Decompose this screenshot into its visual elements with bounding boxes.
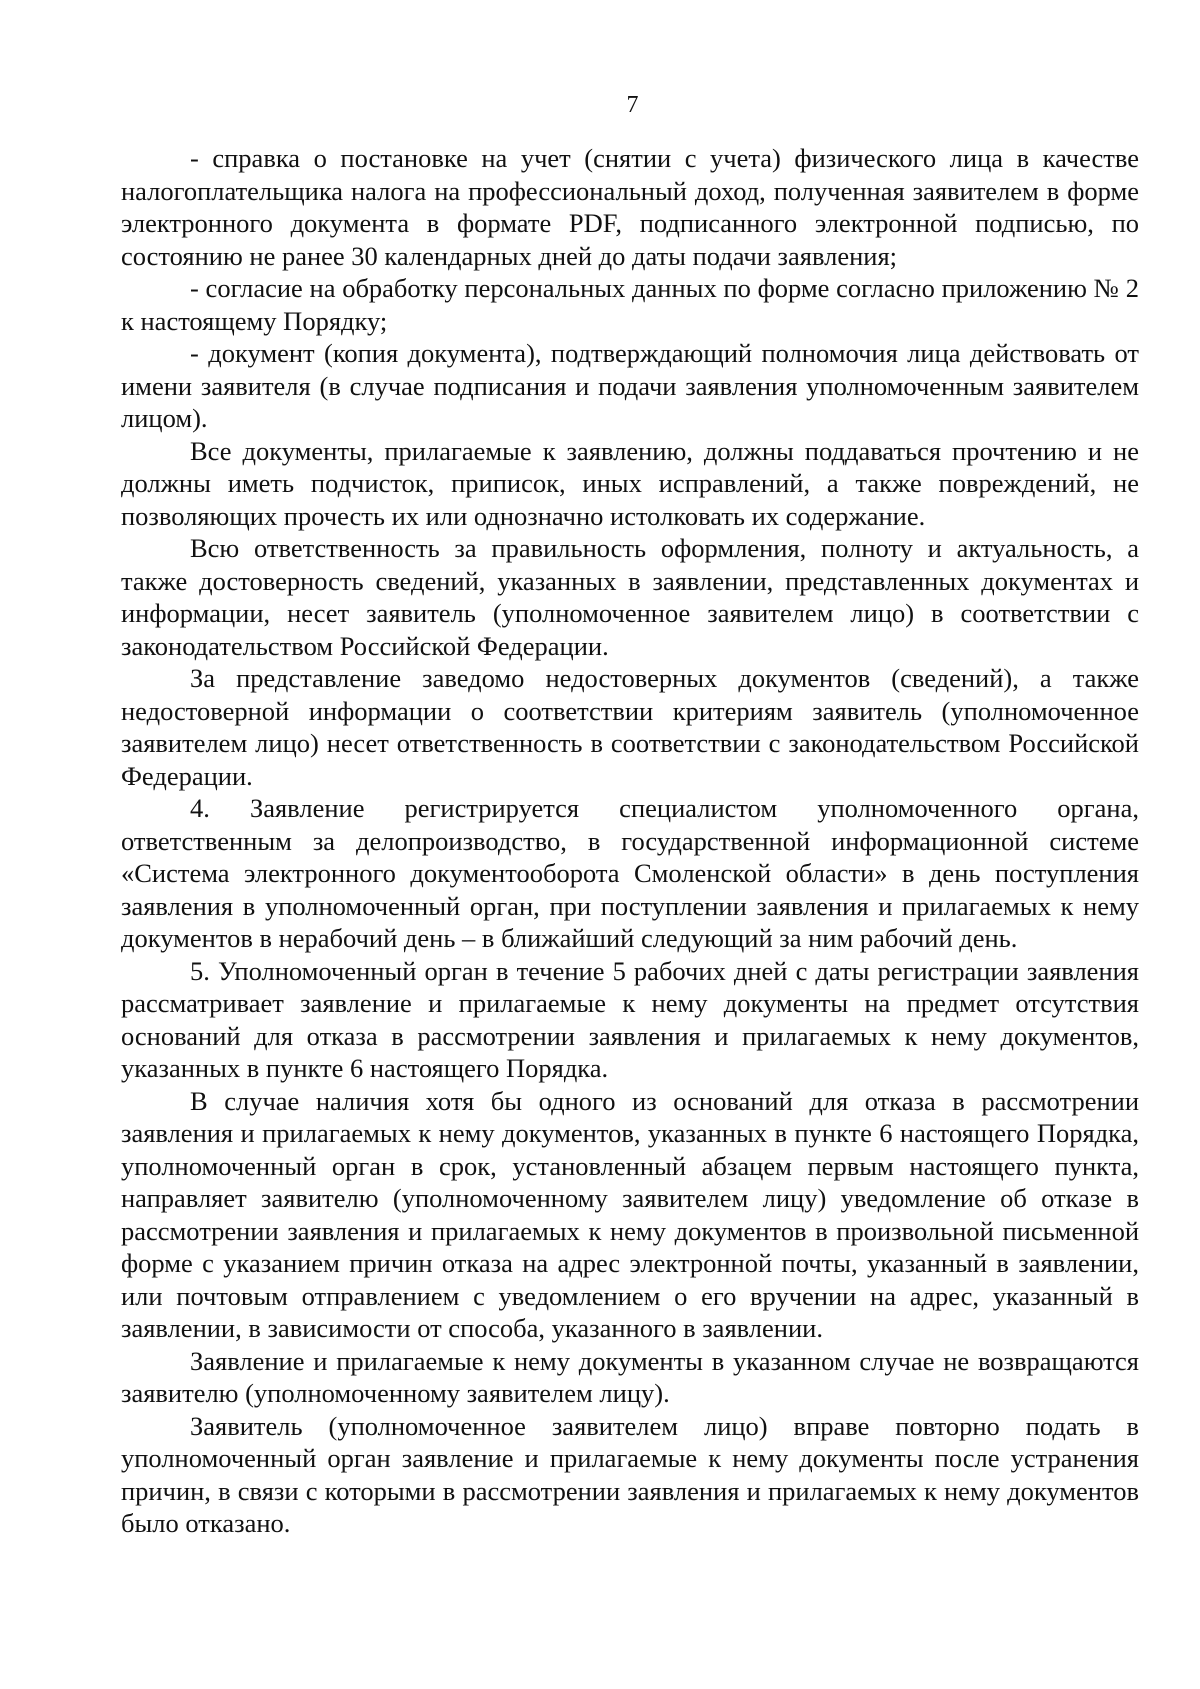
paragraph-responsibility: Всю ответственность за правильность оформления, полноту и актуальность, а также достоверность сведений, указанных в заявлении, представленных документах и информации, несет заявитель (уполномоченное заявителем лицо) в соответствии с законодательством Российской Федерации. bbox=[121, 533, 1139, 661]
document-body bbox=[121, 142, 1139, 1540]
paragraph-false-information: За представление заведомо недостоверных документов (сведений), а также недостоверной информации о соответствии критериям заявитель (уполномоченное заявителем лицо) несет ответственность в соответствии с законодательством Российской Федерации. bbox=[121, 663, 1139, 791]
paragraph-authority-document: - документ (копия документа), подтверждающий полномочия лица действовать от имени заявителя (в случае подписания и подачи заявления уполномоченным заявителем лицом). bbox=[121, 338, 1139, 433]
paragraph-consent: - согласие на обработку персональных данных по форме согласно приложению № 2 к настоящему Порядку; bbox=[121, 273, 1139, 336]
page-number: 7 bbox=[626, 92, 639, 118]
paragraph-resubmission: Заявитель (уполномоченное заявителем лицо) вправе повторно подать в уполномоченный орган заявление и прилагаемые к нему документы после устранения причин, в связи с которыми в рассмотрении заявления и прилагаемых к нему документов было отказано. bbox=[121, 1410, 1139, 1538]
paragraph-refusal-notice: В случае наличия хотя бы одного из оснований для отказа в рассмотрении заявления и прилагаемых к нему документов, указанных в пункте 6 настоящего Порядка, уполномоченный орган в срок, установленный абзацем первым настоящего пункта, направляет заявителю (уполномоченному заявителем лицу) уведомление об отказе в рассмотрении заявления и прилагаемых к нему документов в произвольной письменной форме с указанием причин отказа на адрес электронной почты, указанный в заявлении, или почтовым отправлением с уведомлением о его вручении на адрес, указанный в заявлении, в зависимости от способа, указанного в заявлении. bbox=[121, 1085, 1139, 1343]
paragraph-item-5-review: 5. Уполномоченный орган в течение 5 рабочих дней с даты регистрации заявления рассматривает заявление и прилагаемые к нему документы на предмет отсутствия оснований для отказа в рассмотрении заявления и прилагаемых к нему документов, указанных в пункте 6 настоящего Порядка. bbox=[121, 955, 1139, 1083]
paragraph-documents-not-returned: Заявление и прилагаемые к нему документы в указанном случае не возвращаются заявителю (уполномоченному заявителем лицу). bbox=[121, 1345, 1139, 1408]
paragraph-item-4-registration: 4. Заявление регистрируется специалистом уполномоченного органа, ответственным за делопроизводство, в государственной информационной системе «Система электронного документооборота Смоленской области» в день поступления заявления в уполномоченный орган, при поступлении заявления и прилагаемых к нему документов в нерабочий день – в ближайший следующий за ним рабочий день. bbox=[121, 793, 1139, 953]
paragraph-tax-certificate: - справка о постановке на учет (снятии с учета) физического лица в качестве налогоплательщика налога на профессиональный доход, полученная заявителем в форме электронного документа в формате PDF, подписанного электронной подписью, по состоянию не ранее 30 календарных дней до даты подачи заявления; bbox=[121, 143, 1139, 271]
paragraph-document-readability: Все документы, прилагаемые к заявлению, должны поддаваться прочтению и не должны иметь подчисток, приписок, иных исправлений, а также повреждений, не позволяющих прочесть их или однозначно истолковать их содержание. bbox=[121, 435, 1139, 531]
